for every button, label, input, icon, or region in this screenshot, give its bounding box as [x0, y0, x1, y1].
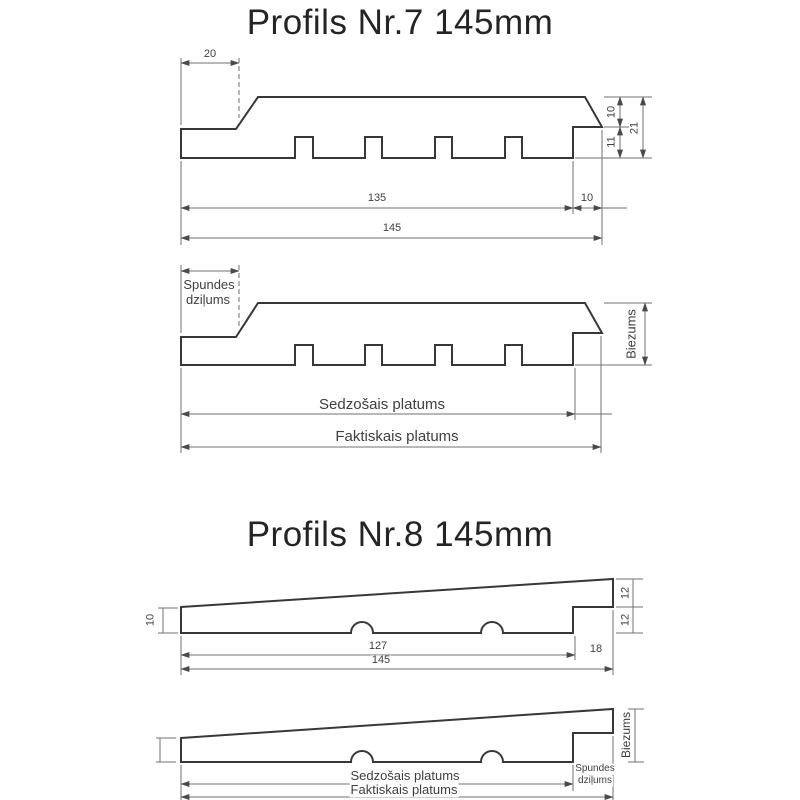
dim-upper-right-12: 12	[619, 586, 632, 600]
label-spundes-2-line2: dziļums	[578, 774, 612, 786]
label-spundes-line2: dziļums	[185, 292, 231, 308]
dim-tongue-width-20: 20	[203, 48, 217, 61]
profile8-labeled-outline	[181, 709, 613, 762]
profile7-title: Profils Nr.7 145mm	[246, 3, 554, 42]
dim-bottom-thickness-11: 11	[605, 136, 618, 148]
label-faktiskais-platums: Faktiskais platums	[335, 428, 459, 446]
label-biezums-2: Biezums	[619, 711, 633, 759]
profile8-title: Profils Nr.8 145mm	[246, 515, 554, 554]
dim-lower-right-12: 12	[619, 613, 632, 627]
label-spundes-line1: Spundes	[183, 277, 235, 293]
dim-rabbet-width-18: 18	[589, 643, 603, 656]
dim-total-thickness-21: 21	[628, 121, 641, 135]
dim-top-thickness-10: 10	[605, 105, 618, 119]
label-faktiskais-platums-2: Faktiskais platums	[350, 782, 458, 798]
dim-cover-width-135: 135	[367, 192, 387, 205]
profile7-outline	[181, 97, 602, 158]
dim-cover-width-127: 127	[368, 640, 388, 653]
dim-left-thickness-10: 10	[144, 613, 157, 627]
label-spundes-2-line1: Spundes	[575, 762, 615, 774]
profile7-labeled-outline	[181, 303, 602, 365]
label-biezums: Biezums	[623, 309, 639, 359]
label-sedzosais-platums: Sedzošais platums	[319, 396, 445, 414]
profile8-outline	[181, 579, 613, 633]
dim-full-width-145: 145	[382, 222, 402, 235]
dim-full-width-145b: 145	[371, 654, 391, 667]
label-sedzosais-platums-2: Sedzošais platums	[350, 768, 460, 784]
dim-rabbet-width-10: 10	[580, 192, 594, 205]
